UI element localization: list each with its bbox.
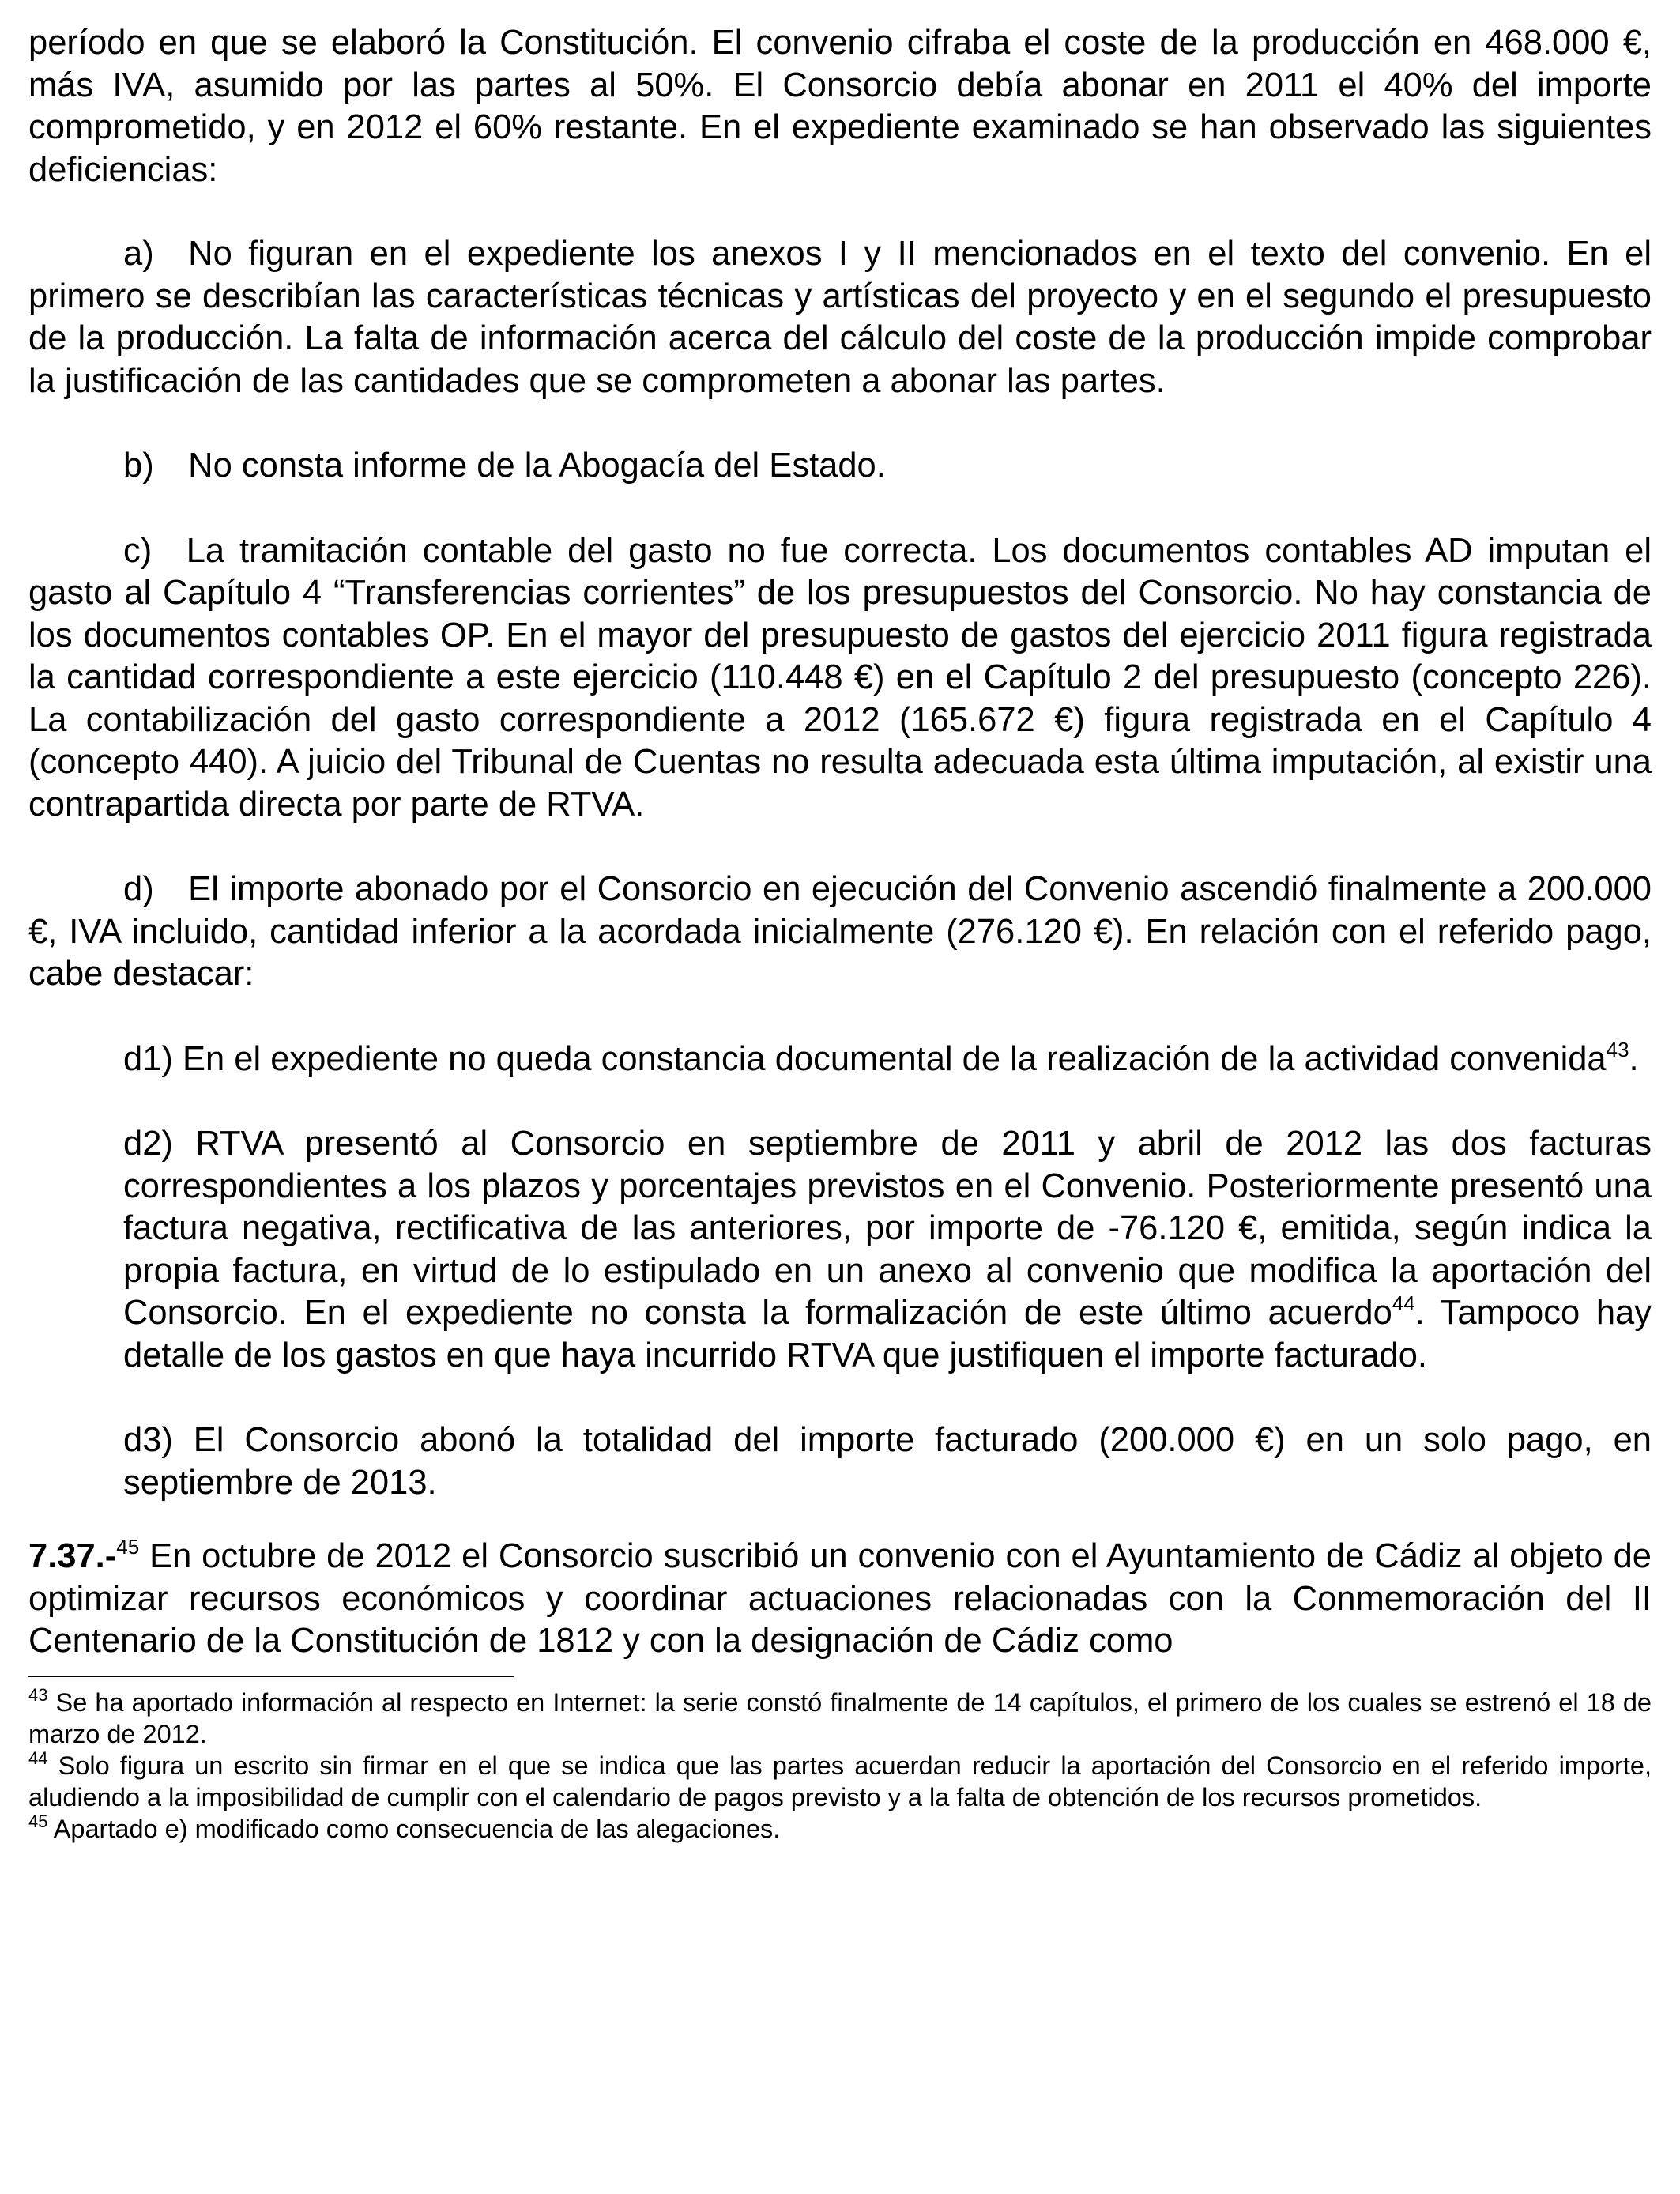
footnote-44 bbox=[28, 1747, 1652, 1813]
item-d1-paragraph bbox=[123, 1039, 1652, 1081]
footnote-45 bbox=[28, 1813, 1652, 1845]
footnote-text: Apartado e) modificado como consecuencia de las alegaciones. bbox=[47, 1814, 781, 1843]
footnote-43 bbox=[28, 1684, 1652, 1750]
item-a-paragraph: a) No figuran en el expediente los anexos I y II mencionados en el texto del convenio. En el primero se describían las características técnicas y artísticas del proyecto y en el segundo el presupuesto de la producción. La falta de información acerca del cálculo del coste de la producción impide comprobar la justificación de las cantidades que se comprometen a abonar las partes. bbox=[28, 235, 1652, 400]
item-c-paragraph: c) La tramitación contable del gasto no fue correcta. Los documentos contables AD imputan el gasto al Capítulo 4 “Transferencias corrientes” de los presupuestos del Consorcio. No hay constancia de los documentos contables OP. En el mayor del presupuesto de gastos del ejercicio 2011 figura registrada la cantidad correspondiente a este ejercicio (110.448 €) en el Capítulo 2 del presupuesto (concepto 226). La contabilización del gasto correspondiente a 2012 (165.672 €) figura registrada en el Capítulo 4 (concepto 440). A juicio del Tribunal de Cuentas no resulta adecuada esta última imputación, al existir una contrapartida directa por parte de RTVA. bbox=[28, 531, 1652, 824]
footnote-text: Solo figura un escrito sin firmar en el que se indica que las partes acuerdan reducir la aportación del Consorcio en el referido importe, aludiendo a la imposibilidad de cumplir con el calendario de pagos previsto y a la falta de obtención de los recursos prometidos. bbox=[28, 1751, 1652, 1811]
d1-end: . bbox=[1629, 1039, 1639, 1078]
footnotes bbox=[28, 1684, 1652, 1845]
footnote-ref-44[interactable]: 44 bbox=[1392, 1291, 1415, 1315]
document-page bbox=[28, 22, 1652, 1845]
section-text: En octubre de 2012 el Consorcio suscribió un convenio con el Ayuntamiento de Cádiz al objeto de optimizar recursos económicos y coordinar actuaciones relacionadas con la Conmemoración del II Centenario de la Constitución de 1812 y con la designación de Cádiz como bbox=[28, 1537, 1652, 1660]
footnote-text: Se ha aportado información al respecto en Internet: la serie constó finalmente de 14 capítulos, el primero de los cuales se estrenó el 18 de marzo de 2012. bbox=[28, 1687, 1652, 1748]
section-number: 7.37.- bbox=[28, 1537, 117, 1575]
footnote-number: 44 bbox=[28, 1747, 48, 1768]
item-d2-paragraph bbox=[123, 1123, 1652, 1377]
d2-text: d2) RTVA presentó al Consorcio en septiembre de 2011 y abril de 2012 las dos facturas correspondientes a los plazos y porcentajes previstos en el Convenio. Posteriormente presentó una factura negativa, rectificativa de las anteriores, por importe de -76.120 €, emitida, según indica la propia factura, en virtud de lo estipulado en un anexo al convenio que modifica la aportación del Consorcio. En el expediente no consta la formalización de este último acuerdo bbox=[123, 1125, 1652, 1332]
intro-paragraph: período en que se elaboró la Constitución. El convenio cifraba el coste de la producción en 468.000 €, más IVA, asumido por las partes al 50%. El Consorcio debía abonar en 2011 el 40% del importe comprometido, y en 2012 el 60% restante. En el expediente examinado se han observado las siguientes deficiencias: bbox=[28, 24, 1652, 189]
footnote-ref-43[interactable]: 43 bbox=[1606, 1037, 1629, 1061]
section-7-37-paragraph bbox=[28, 1536, 1652, 1663]
d1-text: d1) En el expediente no queda constancia documental de la realización de la actividad convenida bbox=[123, 1039, 1607, 1078]
item-b-paragraph: b) No consta informe de la Abogacía del Estado. bbox=[123, 447, 886, 484]
footnote-number: 43 bbox=[28, 1684, 48, 1705]
item-d-paragraph: d) El importe abonado por el Consorcio en ejecución del Convenio ascendió finalmente a 200.000 €, IVA incluido, cantidad inferior a la acordada inicialmente (276.120 €). En relación con el referido pago, cabe destacar: bbox=[28, 870, 1652, 993]
item-d3-paragraph: d3) El Consorcio abonó la totalidad del importe facturado (200.000 €) en un solo pago, en septiembre de 2013. bbox=[123, 1421, 1652, 1502]
footnote-ref-45[interactable]: 45 bbox=[116, 1535, 140, 1559]
d2-end: . Tampoco hay detalle de los gastos en que haya incurrido RTVA que justifiquen el importe facturado. bbox=[123, 1294, 1652, 1374]
footnote-separator bbox=[28, 1676, 514, 1677]
footnote-number: 45 bbox=[28, 1811, 48, 1831]
